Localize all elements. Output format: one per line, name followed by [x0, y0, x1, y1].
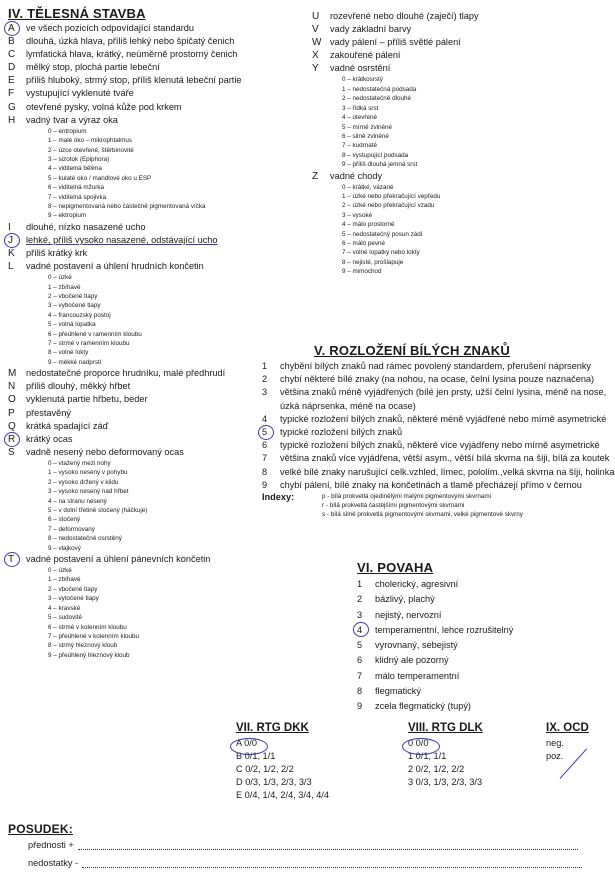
item-code: G — [8, 101, 16, 113]
item-code: 3 — [262, 387, 268, 398]
indexy-label: Indexy: — [262, 492, 295, 503]
item-text: zcela flegmatický (tupý) — [375, 701, 471, 712]
item-text: nejistý, nervozní — [375, 609, 442, 620]
section-9 — [546, 722, 589, 763]
item-text: otevřené pysky, volná kůže pod krkem — [26, 101, 182, 112]
sub-item: 5 – nedostatečný posun zádí — [342, 230, 423, 238]
item-code: F — [8, 88, 15, 100]
sub-item: 4 – viditelná bělima — [48, 165, 102, 173]
item-code: 3 — [357, 609, 363, 620]
sub-item: 6 – stočený — [48, 516, 81, 524]
item-code: I — [8, 221, 11, 233]
item-text: mělký stop, plochá partie lebeční — [26, 62, 160, 73]
rtg-row: neg. — [546, 738, 564, 748]
item-text: vadné postavení a úhlení hrudních končetin — [26, 261, 204, 272]
section-6-list — [357, 577, 607, 715]
list-item — [357, 577, 607, 592]
item-text: většina znaků více vyjádřena, větší asym., větší bílá skvrna na šíji, bílá za koutek — [280, 453, 610, 464]
item-text: krátká spadající záď — [26, 420, 109, 431]
sub-item: 3 – řídká srst — [342, 104, 379, 112]
sub-item: 9 – mimochod — [342, 268, 382, 276]
circle-mark — [4, 432, 20, 447]
list-item — [357, 592, 607, 607]
sub-item: 9 – příliš dlouhá jemná srst — [342, 161, 418, 169]
item-code: T — [8, 553, 26, 566]
sub-item: 9 – vlajkový — [48, 544, 81, 552]
sub-item: 6 – málo pevné — [342, 240, 386, 248]
item-text-wrap — [280, 413, 606, 426]
sub-item: 0 – krátkosrstý — [342, 76, 383, 84]
item-text: ve všech pozicích odpovídající standardu — [26, 23, 195, 33]
sub-item: 0 – úzké — [48, 274, 72, 282]
item-text: typické rozložení bílých znaků, některé více vyjádřeny nebo mírně asymetrické — [280, 440, 600, 451]
item-text: flegmatický — [375, 686, 421, 697]
item-text-wrap — [280, 466, 614, 479]
sub-item: 6 – strmé v kolenním kloubu — [48, 623, 127, 631]
sub-item: 6 – přeúhlené v ramenním kloubu — [48, 330, 142, 338]
prednosti-label: přednosti + — [28, 840, 74, 850]
item-code: 2 — [357, 594, 363, 605]
sub-item: 3 – vytočené tlapy — [48, 595, 99, 603]
item-code: Q — [8, 420, 16, 432]
item-code: 1 — [357, 579, 363, 589]
list-item — [262, 373, 612, 386]
item-text-wrap — [280, 360, 591, 373]
sub-item: 2 – nedostatečně dlouhé — [342, 95, 411, 103]
item-text: lymfatická hlava, krátký, neúměrně prostorný čenich — [26, 49, 238, 60]
section-8-title: VIII. RTG DLK — [408, 722, 483, 734]
section-8 — [408, 722, 483, 789]
rtg-row: B 0/1, 1/1 — [236, 751, 276, 761]
item-text: vyrovnaný, sebejistý — [375, 640, 458, 651]
list-item — [8, 553, 308, 566]
item-text: příliš dlouhý, měkký hřbet — [26, 381, 131, 392]
index-item: s - bílá silně prokvetlá pigmentovými skvrnami, velké pigmentové skvrny — [322, 511, 523, 519]
sub-item: 8 – strmý hleznový kloub — [48, 642, 118, 650]
list-item — [8, 114, 308, 127]
list-item — [8, 234, 308, 247]
item-code: W — [312, 37, 322, 49]
prednosti-field[interactable] — [78, 841, 578, 850]
left-column — [8, 6, 308, 660]
item-text: zakouřené pálení — [330, 50, 401, 61]
rtg-row: poz. — [546, 751, 564, 761]
list-item — [357, 608, 607, 623]
sub-item: 2 – vysoko držený v klidu — [48, 478, 119, 486]
list-item — [357, 623, 607, 638]
item-text: většina znaků méně vyjádřených (bílé jen prsty, užší čelní lysina, méně na nose, — [280, 387, 607, 398]
list-item — [357, 684, 607, 699]
sub-item: 1 – malé oko – mikrophtalmus — [48, 137, 132, 145]
sub-item: 0 – úzké — [48, 567, 72, 575]
item-text-wrap — [280, 373, 594, 386]
sub-item: 3 – vysoké — [342, 211, 373, 219]
list-item — [262, 479, 612, 492]
sub-item: 2 – vbočené tlapy — [48, 585, 98, 593]
item-text: chybí některé bílé znaky (na nohou, na ocase, čelní lysina pouze naznačena) — [280, 374, 595, 385]
sub-item: 5 – mírně zvlněné — [342, 123, 393, 131]
item-text-continued: úzká náprsenka, méně na ocase) — [280, 400, 416, 411]
item-text: vystupující vyklenuté tváře — [26, 88, 134, 99]
item-text-wrap — [280, 452, 609, 465]
circle-mark — [4, 21, 20, 36]
item-code: 4 — [357, 623, 375, 638]
rtg-row: E 0/4, 1/4, 2/4, 3/4, 4/4 — [236, 790, 329, 800]
item-text: chybí pálení, bílé znaky na končetinách a tlamě přecházejí přímo v černou — [280, 479, 582, 490]
item-text-wrap — [280, 426, 402, 439]
item-text: typické rozložení bílých znaků — [280, 427, 403, 438]
sub-item: 7 – strmé v ramenním kloubu — [48, 340, 130, 348]
section-7-list — [236, 737, 329, 802]
item-text: cholerický, agresivní — [375, 579, 459, 589]
item-code: D — [8, 62, 16, 74]
sub-item: 7 – deformovaný — [48, 525, 95, 533]
item-text: příliš hluboký, strmý stop, příliš klenutá lebeční partie — [26, 75, 242, 86]
item-code: B — [8, 36, 15, 48]
item-text: příliš krátký krk — [26, 248, 88, 258]
rtg-row: 1 0/1, 1/1 — [408, 751, 447, 761]
section-5-title: V. ROZLOŽENÍ BÍLÝCH ZNAKŮ — [314, 343, 510, 358]
item-code: J — [8, 234, 26, 247]
sub-item: 7 – kudrnaté — [342, 142, 378, 150]
sub-item: 9 – ektropium — [48, 212, 87, 220]
item-text-wrap — [280, 439, 600, 452]
circle-mark — [4, 552, 20, 567]
section-4-list — [8, 22, 308, 660]
item-code: U — [312, 11, 320, 22]
item-code: K — [8, 248, 15, 259]
item-text: vyklenutá partie hřbetu, beder — [26, 394, 148, 405]
list-item — [8, 35, 308, 48]
sub-item: 4 – málo prostorné — [342, 221, 395, 229]
item-code: L — [8, 261, 14, 273]
rtg-row: C 0/2, 1/2, 2/2 — [236, 764, 294, 774]
list-item — [8, 87, 308, 100]
index-item: p - bílá prokvetlá ojedinělými malými pigmentovými skvrnami — [322, 493, 492, 501]
item-text: rozevřené nebo dlouhé (zaječí) tlapy — [330, 11, 479, 21]
item-text: vady pálení – příliš světlé pálení — [330, 37, 461, 48]
list-item — [312, 10, 612, 23]
sub-item: 4 – otevřené — [342, 114, 378, 122]
circle-mark — [4, 233, 20, 248]
item-code: Y — [312, 63, 319, 75]
sub-item: 1 – nedostatečná podsada — [342, 85, 417, 93]
item-code: M — [8, 368, 17, 380]
prednosti-row — [28, 840, 608, 850]
item-text-wrap — [280, 479, 582, 492]
sub-item: 0 – vtažený mezi nohy — [48, 459, 111, 467]
list-item — [8, 247, 308, 260]
sub-item: 5 – volná lopatka — [48, 321, 96, 329]
item-code: 8 — [262, 466, 268, 477]
item-code: Z — [312, 170, 319, 182]
sub-item: 2 – úzce otevřené, štěrbinovité — [48, 146, 134, 154]
sub-item: 1 – vysoko nesený v pohybu — [48, 469, 128, 477]
rtg-row: A 0/0 — [236, 738, 257, 748]
list-item — [357, 653, 607, 668]
sub-item: 4 – francouzský postoj — [48, 311, 111, 319]
item-code: 9 — [262, 479, 268, 490]
sub-item: 0 – entropium — [48, 127, 87, 135]
item-text: vady základní barvy — [330, 24, 412, 35]
item-code: R — [8, 433, 26, 446]
sub-item: 7 – přeúhlené v kolenním kloubu — [48, 632, 140, 640]
item-text: dlouhé, nízko nasazené ucho — [26, 221, 146, 232]
right-column-top — [312, 10, 612, 277]
nedostatky-field[interactable] — [82, 859, 582, 868]
item-code: S — [8, 446, 15, 458]
sub-item: 6 – viditelná mžurka — [48, 184, 104, 192]
list-item — [312, 170, 612, 183]
list-item — [262, 360, 612, 373]
rtg-row: 0 0/0 — [408, 738, 429, 748]
item-code: H — [8, 114, 16, 126]
item-text: málo temperamentní — [375, 670, 460, 681]
item-code: X — [312, 50, 319, 62]
item-text: vadné osrstění — [330, 63, 391, 74]
list-item — [312, 23, 612, 36]
item-text: krátký ocas — [26, 433, 73, 444]
sub-item: 8 – nepigmentovaná nebo částečně pigmentovaná víčka — [48, 203, 206, 210]
nedostatky-row — [28, 858, 608, 868]
rtg-row: 3 0/3, 1/3, 2/3, 3/3 — [408, 777, 483, 787]
item-text: vadný tvar a výraz oka — [26, 114, 118, 125]
sub-item: 8 – vystupující podsada — [342, 151, 409, 159]
sub-item: 2 – vbočené tlapy — [48, 293, 98, 300]
nedostatky-label: nedostatky - — [28, 858, 79, 868]
item-code: E — [8, 75, 15, 87]
list-item — [8, 48, 308, 61]
item-code: 6 — [262, 440, 268, 451]
section-6-title: VI. POVAHA — [357, 560, 434, 575]
item-text-wrap — [280, 386, 606, 412]
list-item — [8, 74, 308, 87]
sub-item: 3 – sizotok (Epiphora) — [48, 155, 110, 163]
item-code: A — [8, 22, 26, 35]
sub-item: 7 – viditelná spojivka — [48, 193, 107, 201]
item-text: nedostatečné proporce hrudníku, malé předhrudí — [26, 368, 226, 379]
section-6 — [357, 560, 607, 715]
section-4-continued-list — [312, 10, 612, 277]
rtg-row: 2 0/2, 1/2, 2/2 — [408, 764, 465, 774]
index-item: r - bílá prokvetlá častějšími pigmentovými skvrnami — [322, 502, 465, 510]
sub-item: 0 – krátké, vázané — [342, 183, 394, 191]
section-9-title: IX. OCD — [546, 722, 589, 734]
list-item — [8, 22, 308, 35]
indexy-list — [322, 492, 523, 520]
list-item — [262, 386, 612, 412]
section-5-list — [262, 360, 615, 492]
rtg-row: D 0/3, 1/3, 2/3, 3/3 — [236, 777, 312, 787]
list-item — [357, 638, 607, 653]
item-text: vadné postavení a úhlení pánevních končetin — [26, 553, 211, 564]
sub-item: 1 – úzké nebo překračující vepředu — [342, 193, 441, 201]
posudek-title: POSUDEK: — [8, 822, 73, 836]
indexy-block — [262, 492, 612, 520]
list-item — [312, 62, 612, 75]
item-code: 5 — [262, 426, 280, 439]
sub-item: 8 – nejisté, prošlapuje — [342, 258, 404, 266]
item-code: 8 — [357, 686, 363, 697]
sub-item: 8 – nedostatečně osrstěný — [48, 535, 122, 543]
item-code: N — [8, 381, 16, 393]
list-item — [262, 452, 612, 465]
sub-item: 1 – zbíhavé — [48, 283, 81, 291]
item-code: 1 — [262, 361, 268, 371]
item-code: 6 — [357, 655, 363, 666]
sub-item: 3 – vysoko nesený nad hřbet — [48, 488, 129, 496]
item-text: vadné chody — [330, 170, 383, 181]
item-code: 7 — [357, 670, 363, 681]
list-item — [8, 221, 308, 234]
section-9-list — [546, 737, 589, 763]
section-5 — [262, 343, 615, 520]
item-text: vadně nesený nebo deformovaný ocas — [26, 446, 184, 457]
sub-item: 5 – sudovité — [48, 614, 82, 622]
list-item — [8, 61, 308, 74]
item-code: 2 — [262, 374, 268, 385]
item-text: bázlivý, plachý — [375, 594, 435, 605]
item-code: V — [312, 24, 319, 36]
sub-item: 4 – na stranu nesený — [48, 497, 107, 505]
list-item — [312, 36, 612, 49]
item-text: lehké, příliš vysoko nasazené, odstávající ucho — [26, 234, 218, 245]
sub-item: 5 – kulaté oko / mandlové oko u ESP — [48, 174, 152, 182]
item-code: 7 — [262, 453, 268, 464]
list-item — [312, 49, 612, 62]
posudek — [8, 822, 608, 868]
list-item — [262, 426, 612, 439]
item-text: temperamentní, lehce rozrušitelný — [375, 624, 514, 635]
item-text: přestavěný — [26, 407, 71, 418]
list-item — [262, 466, 615, 479]
list-item — [8, 101, 308, 114]
section-4-title: IV. TĚLESNÁ STAVBA — [8, 6, 146, 21]
item-text: dlouhá, úzká hlava, příliš lehký nebo špičatý čenich — [26, 36, 235, 47]
sub-item: 7 – volné lopatky nebo lokty — [342, 249, 420, 257]
item-code: P — [8, 407, 15, 419]
item-code: 5 — [357, 640, 363, 651]
sub-item: 4 – kravské — [48, 604, 81, 612]
item-code: O — [8, 394, 16, 406]
list-item — [357, 669, 607, 684]
item-code: 4 — [262, 413, 268, 424]
sub-item: 2 – úzké nebo překračující vzadu — [342, 202, 435, 210]
item-text: typické rozložení bílých znaků, některé méně vyjádřené nebo mírně asymetrické — [280, 413, 607, 424]
section-7-title: VII. RTG DKK — [236, 722, 309, 734]
section-7 — [236, 722, 329, 802]
sub-item: 5 – v dolní třetině stočený (háčkuje) — [48, 506, 148, 514]
sub-item: 1 – zbíhavé — [48, 576, 81, 584]
sub-item: 8 – volné lokty — [48, 349, 89, 357]
sub-item: 6 – silně zvlněné — [342, 132, 389, 140]
sub-item: 9 – přeúhlený hleznový kloub — [48, 651, 130, 659]
list-item — [262, 439, 612, 452]
item-text: velké bílé znaky narušující celk.vzhled, límec, pololím.,velká skvrna na šíji, holinka — [280, 466, 615, 477]
circle-mark — [353, 622, 369, 637]
sub-item: 3 – vybočené tlapy — [48, 302, 101, 310]
item-code: C — [8, 49, 16, 61]
list-item — [8, 260, 308, 273]
list-item — [357, 699, 607, 714]
item-text: klidný ale pozorný — [375, 655, 449, 666]
item-text: chybění bílých znaků nad rámec povolený standardem, přerušení náprsenky — [280, 361, 592, 371]
section-8-list — [408, 737, 483, 789]
item-code: 9 — [357, 701, 363, 712]
list-item — [262, 413, 612, 426]
sub-item: 9 – měkké nadprstí — [48, 358, 102, 366]
